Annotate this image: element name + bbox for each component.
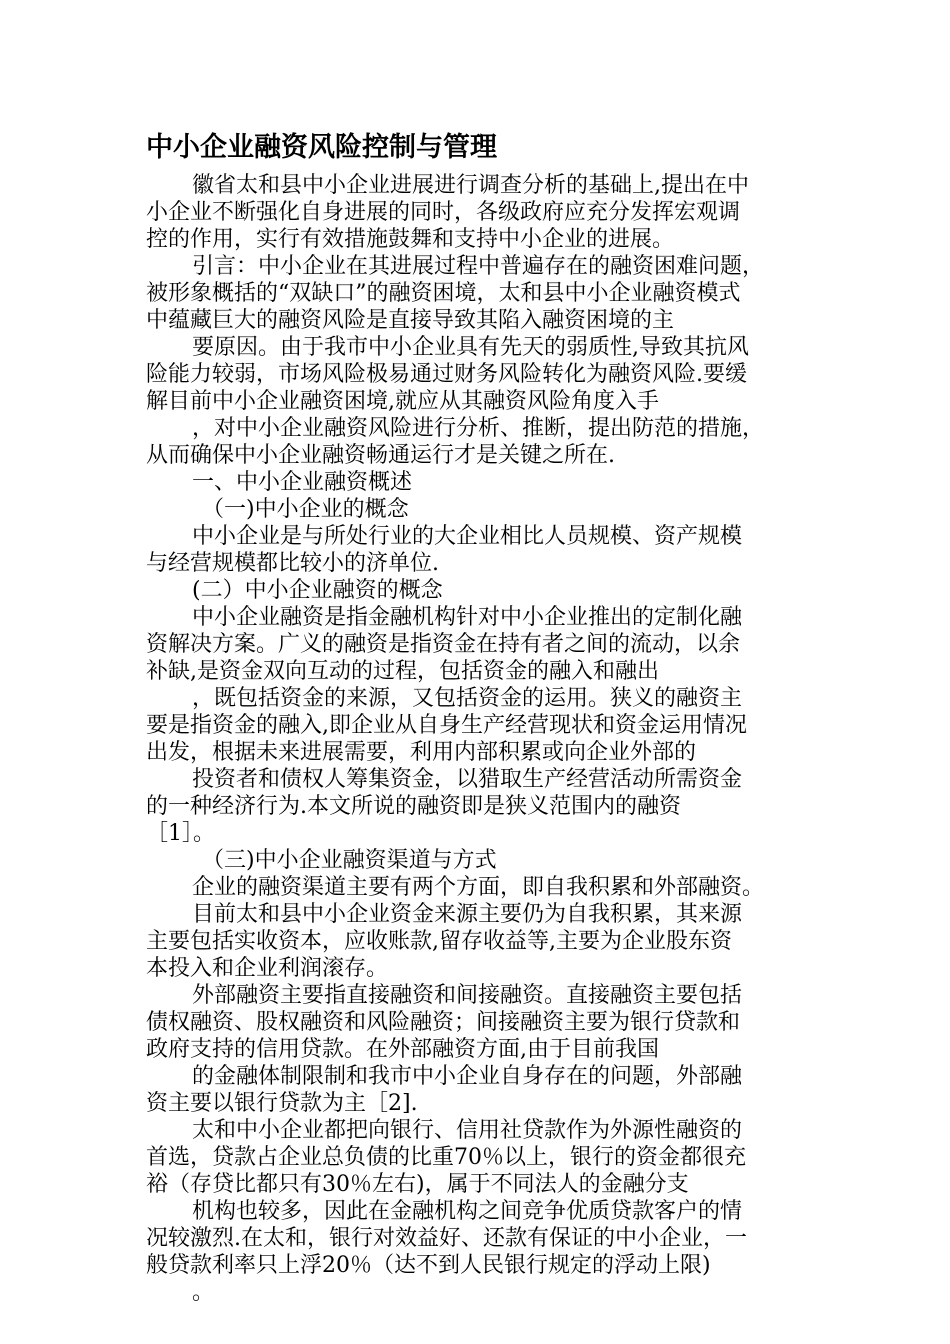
body-line: 首选，贷款占企业总负债的比重70％以上，银行的资金都很充 [146,1145,746,1170]
body-line: 从而确保中小企业融资畅通运行才是关键之所在. [146,443,615,468]
body-line: 引言：中小企业在其进展过程中普遍存在的融资困难问题， [192,254,765,279]
subsection-heading: （一)中小企业的概念 [202,497,409,522]
subsection-heading: (二）中小企业融资的概念 [192,578,443,603]
body-line: 机构也较多，因此在金融机构之间竞争优质贷款客户的情 [192,1199,743,1224]
body-line: 中蕴藏巨大的融资风险是直接导致其陷入融资困境的主 [146,308,675,333]
subsection-heading: （三)中小企业融资渠道与方式 [202,848,497,873]
body-line: 资解决方案。广义的融资是指资金在持有者之间的流动，以余 [146,632,741,657]
body-line: 中小企业融资是指金融机构针对中小企业推出的定制化融 [192,605,743,630]
body-line: 主要包括实收资本，应收账款,留存收益等,主要为企业股东资 [146,929,732,954]
body-line: 外部融资主要指直接融资和间接融资。直接融资主要包括 [192,983,743,1008]
body-line: 。 [192,1280,215,1305]
body-line: 控的作用，实行有效措施鼓舞和支持中小企业的进展。 [146,227,675,252]
document-title: 中小企业融资风险控制与管理 [146,132,497,163]
body-line: 太和中小企业都把向银行、信用社贷款作为外源性融资的 [192,1118,743,1143]
body-line: 般贷款利率只上浮20％（达不到人民银行规定的浮动上限) [146,1253,711,1278]
body-line: 中小企业是与所处行业的大企业相比人员规模、资产规模 [192,524,743,549]
document-body [146,172,806,1306]
body-line: 解目前中小企业融资困境,就应从其融资风险角度入手 [146,389,659,414]
body-line: 债权融资、股权融资和风险融资；间接融资主要为银行贷款和 [146,1010,741,1035]
body-line: 况较激烈.在太和，银行对效益好、还款有保证的中小企业，一 [146,1226,747,1251]
body-line: 补缺,是资金双向互动的过程，包括资金的融入和融出 [146,659,659,684]
body-line: 的一种经济行为.本文所说的融资即是狭义范围内的融资 [146,794,681,819]
body-line: 政府支持的信用贷款。在外部融资方面,由于目前我国 [146,1037,659,1062]
body-line: 险能力较弱，市场风险极易通过财务风险转化为融资风险.要缓 [146,362,747,387]
body-line: ［1］。 [146,821,215,846]
body-line: 目前太和县中小企业资金来源主要仍为自我积累，其来源 [192,902,743,927]
body-line: 被形象概括的“双缺口”的融资困境，太和县中小企业融资模式 [146,281,741,306]
body-line: 徽省太和县中小企业进展进行调查分析的基础上,提出在中 [192,173,749,198]
section-heading: 一、中小企业融资概述 [192,470,413,495]
body-line: 与经营规模都比较小的济单位. [146,551,439,576]
body-line: 企业的融资渠道主要有两个方面，即自我积累和外部融资。 [192,875,765,900]
body-line: 出发，根据未来进展需要，利用内部积累或向企业外部的 [146,740,697,765]
body-line: 的金融体制限制和我市中小企业自身存在的问题，外部融 [192,1064,743,1089]
body-line: 裕（存贷比都只有30％左右)，属于不同法人的金融分支 [146,1172,689,1197]
body-line: 小企业不断强化自身进展的同时，各级政府应充分发挥宏观调 [146,200,741,225]
body-line: ，对中小企业融资风险进行分析、推断，提出防范的措施， [192,416,765,441]
body-line: 要是指资金的融入,即企业从自身生产经营现状和资金运用情况 [146,713,747,738]
body-line: 要原因。由于我市中小企业具有先天的弱质性,导致其抗风 [192,335,749,360]
body-line: ，既包括资金的来源，又包括资金的运用。狭义的融资主 [192,686,743,711]
body-line: 投资者和债权人筹集资金，以猎取生产经营活动所需资金 [192,767,743,792]
body-line: 本投入和企业利润滚存。 [146,956,389,981]
body-line: 资主要以银行贷款为主［2]. [146,1091,418,1116]
